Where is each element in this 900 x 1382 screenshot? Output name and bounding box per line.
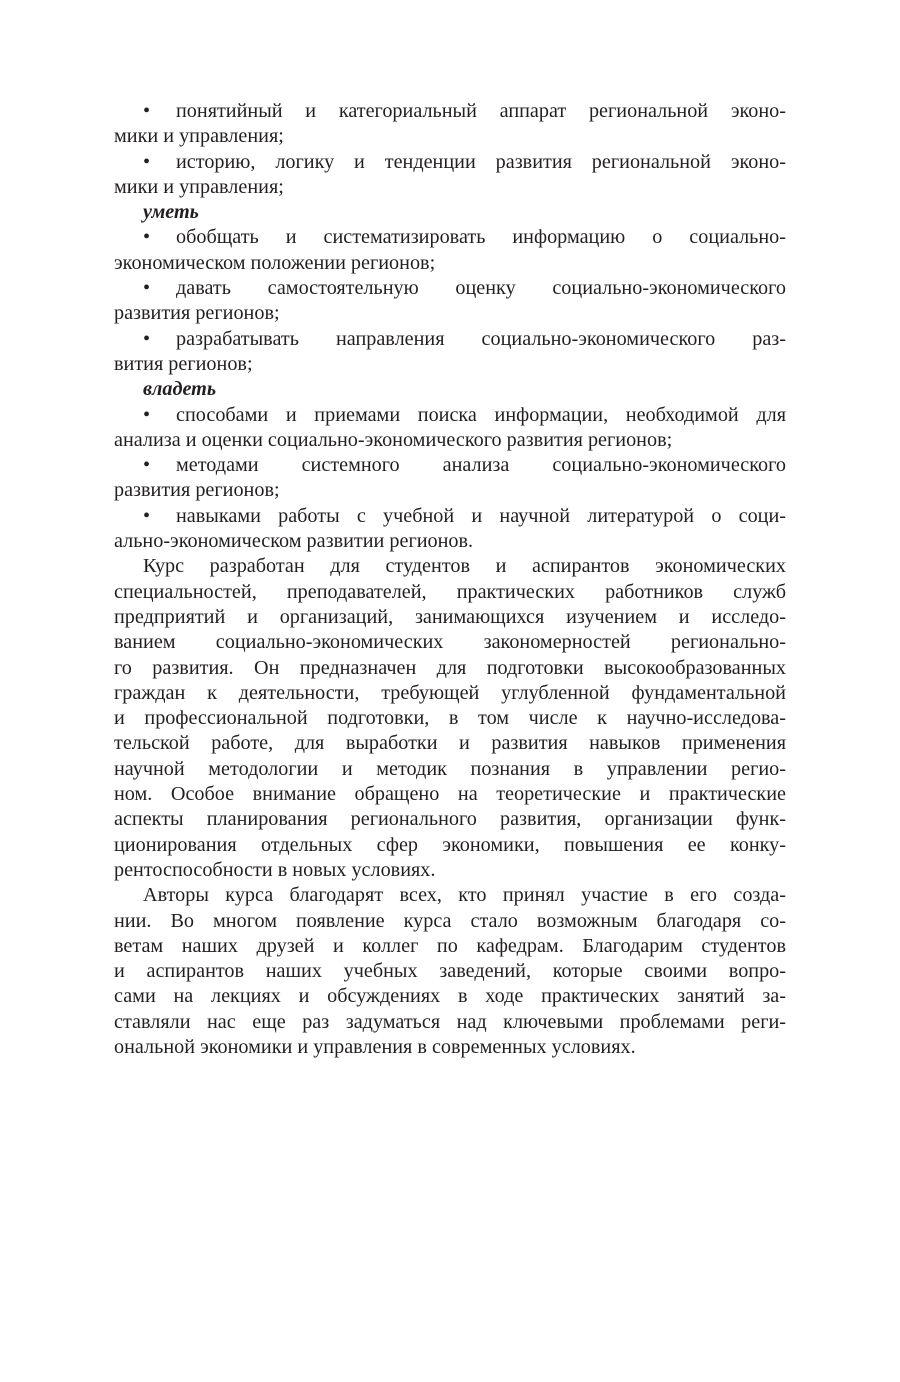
- list-item-text: методами системного анализа социально-экономического: [176, 454, 786, 477]
- bullet-icon: •: [143, 226, 151, 249]
- bullet-icon: •: [143, 100, 151, 122]
- list-item: [114, 99, 786, 150]
- list-item-text: вития регионов;: [114, 352, 253, 375]
- list-item: [114, 504, 786, 555]
- list-item-text: историю, логику и тенденции развития региональной эконо-: [176, 150, 786, 173]
- list-item-text: анализа и оценки социально-экономического развития регионов;: [114, 428, 673, 451]
- section-heading: уметь: [143, 201, 199, 224]
- list-item-text: обобщать и систематизировать информацию о социально-: [176, 226, 786, 249]
- paragraph-line: ставляли нас еще раз задуматься над ключевыми проблемами реги-: [114, 1010, 786, 1033]
- paragraph-line: ветам наших друзей и коллег по кафедрам. Благодарим студентов: [114, 934, 786, 957]
- section-heading: владеть: [143, 378, 217, 401]
- bullet-icon: •: [143, 504, 151, 527]
- paragraph-line: граждан к деятельности, требующей углубленной фундаментальной: [114, 681, 786, 704]
- bullet-icon: •: [143, 277, 151, 300]
- list-item: [114, 327, 786, 378]
- list-item-text: экономическом положении регионов;: [114, 251, 436, 274]
- list-item: [114, 276, 786, 327]
- bullet-icon: •: [143, 327, 151, 350]
- paragraph-line: тельской работе, для выработки и развития навыков применения: [114, 732, 786, 755]
- list-item-text: способами и приемами поиска информации, необходимой для: [176, 403, 786, 426]
- paragraph: [114, 554, 786, 883]
- list-item-text: разрабатывать направления социально-экономического раз-: [176, 327, 786, 350]
- list-item: [114, 453, 786, 504]
- list-item-text: навыками работы с учебной и научной литературой о соци-: [176, 504, 786, 527]
- paragraph-line: нии. Во многом появление курса стало возможным благодаря со-: [114, 909, 786, 932]
- list-item-text: ально-экономическом развитии регионов.: [114, 530, 474, 553]
- list-item-text: развития регионов;: [114, 479, 280, 502]
- bullet-icon: •: [143, 150, 151, 173]
- paragraph-line: ном. Особое внимание обращено на теоретические и практические: [114, 783, 786, 806]
- bullet-icon: •: [143, 403, 151, 426]
- list-item: [114, 150, 786, 201]
- paragraph-line: ональной экономики и управления в современных условиях.: [114, 1035, 636, 1058]
- paragraph: [114, 883, 786, 1060]
- paragraph-line: специальностей, преподавателей, практических работников служб: [114, 580, 786, 603]
- paragraph-line: ционирования отдельных сфер экономики, повышения ее конку-: [114, 833, 786, 856]
- list-item-text: мики и управления;: [114, 125, 284, 148]
- paragraph-line: и профессиональной подготовки, в том числе к научно-исследова-: [114, 707, 786, 730]
- list-item-text: понятийный и категориальный аппарат региональной эконо-: [176, 100, 786, 122]
- list-item: [114, 403, 786, 454]
- list-item: [114, 225, 786, 276]
- paragraph-line: Курс разработан для студентов и аспирантов экономических: [143, 555, 786, 578]
- paragraph-line: сами на лекциях и обсуждениях в ходе практических занятий за-: [114, 985, 786, 1008]
- paragraph-line: ванием социально-экономических закономерностей регионально-: [114, 631, 786, 654]
- list-item-text: развития регионов;: [114, 302, 280, 325]
- paragraph-line: научной методологии и методик познания в управлении регио-: [114, 757, 786, 780]
- paragraph-line: предприятий и организаций, занимающихся изучением и исследо-: [114, 605, 786, 628]
- paragraph-line: го развития. Он предназначен для подготовки высокообразованных: [114, 656, 786, 679]
- list-item-text: мики и управления;: [114, 175, 284, 198]
- paragraph-line: и аспирантов наших учебных заведений, которые своими вопро-: [114, 960, 786, 983]
- paragraph-line: Авторы курса благодарят всех, кто принял участие в его созда-: [143, 884, 786, 907]
- bullet-icon: •: [143, 454, 151, 477]
- page-body: [114, 99, 786, 1060]
- list-item-text: давать самостоятельную оценку социально-экономического: [176, 277, 786, 300]
- paragraph-line: аспекты планирования регионального развития, организации функ-: [114, 808, 786, 831]
- paragraph-line: рентоспособности в новых условиях.: [114, 858, 436, 881]
